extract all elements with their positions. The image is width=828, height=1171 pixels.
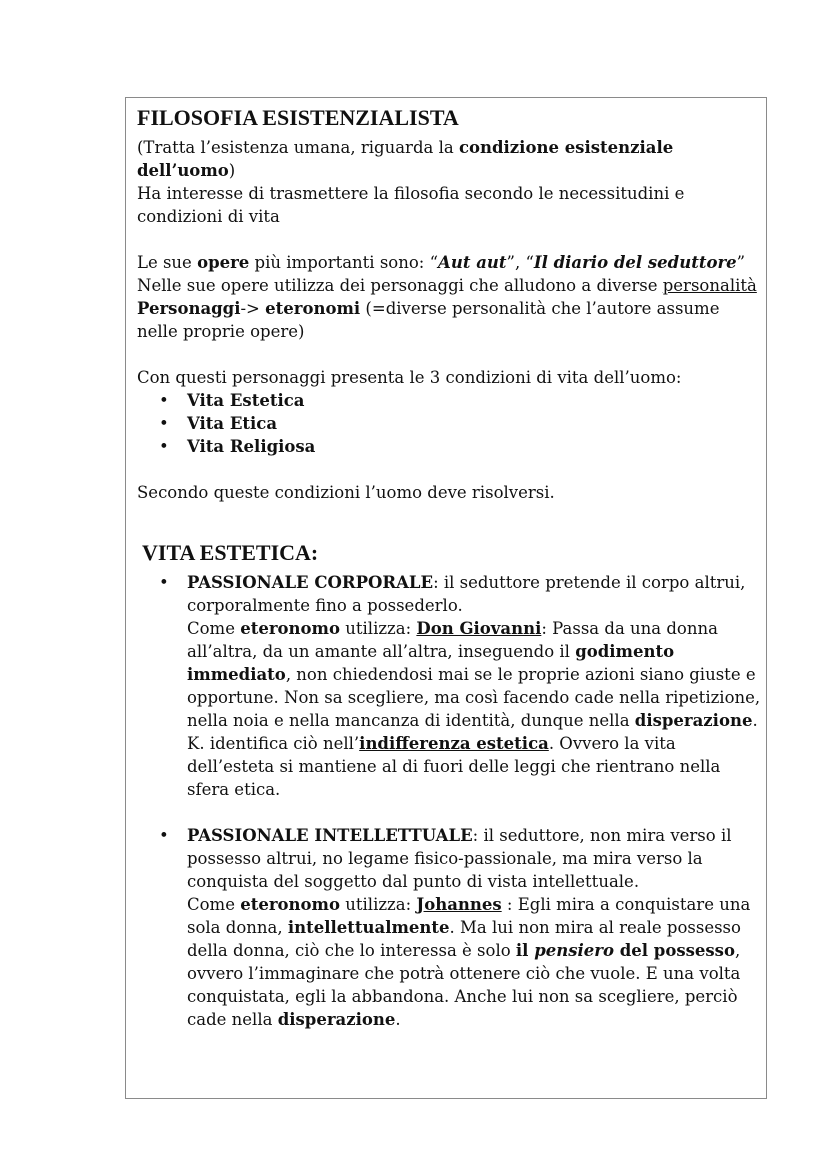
document-title: FILOSOFIA ESISTENZIALISTA [137,105,459,130]
works-paragraph-3: Personaggi-> eteronomi (=diverse personalità che l’autore assume nelle proprie opere) [137,299,720,341]
list-item: • Vita Etica [137,412,762,435]
conditions-outro: Secondo queste condizioni l’uomo deve risolversi. [137,483,555,502]
conditions-intro: Con questi personaggi presenta le 3 condizioni di vita dell’uomo: [137,368,682,387]
section-title: VITA ESTETICA: [142,540,319,565]
conditions-list [137,389,762,458]
list-item: • PASSIONALE INTELLETTUALE: il seduttore, non mira verso il possesso altrui, no legame fisico-passionale, ma mira verso la conquista del soggetto dal punto di vista intellettuale. Come eteronomo utilizza: Johannes : Egli mira a conquistare una sola donna, intellettualmente. Ma lui non mira al reale possesso della donna, ciò che lo interessa è solo il pensiero del possesso, ovvero l’immaginare che potrà ottenere ciò che vuole. E una volta conquistata, egli la abbandona. Anche lui non sa scegliere, perciò cade nella disperazione. [137,824,762,1031]
list-item: • Vita Estetica [137,389,762,412]
intro-paragraph: (Tratta l’esistenza umana, riguarda la condizione esistenziale dell’uomo) [137,138,674,180]
works-paragraph-2: Nelle sue opere utilizza dei personaggi che alludono a diverse personalità [137,276,757,295]
section-list [137,571,762,1031]
list-item: • Vita Religiosa [137,435,762,458]
works-paragraph: Le sue opere più importanti sono: “Aut aut”, “Il diario del seduttore” [137,253,746,272]
document-body [137,104,762,1031]
list-item: • PASSIONALE CORPORALE: il seduttore pretende il corpo altrui, corporalmente fino a possederlo. Come eteronomo utilizza: Don Giovanni: Passa da una donna all’altra, da un amante all’altra, inseguendo il godimento immediato, non chiedendosi mai se le proprie azioni siano giuste e opportune. Non sa scegliere, ma così facendo cade nella ripetizione, nella noia e nella mancanza di identità, dunque nella disperazione. K. identifica ciò nell’indifferenza estetica. Ovvero la vita dell’esteta si mantiene al di fuori delle leggi che rientrano nella sfera etica. [137,571,762,801]
intro-paragraph-2: Ha interesse di trasmettere la filosofia secondo le necessitudini e condizioni di vita [137,184,685,226]
